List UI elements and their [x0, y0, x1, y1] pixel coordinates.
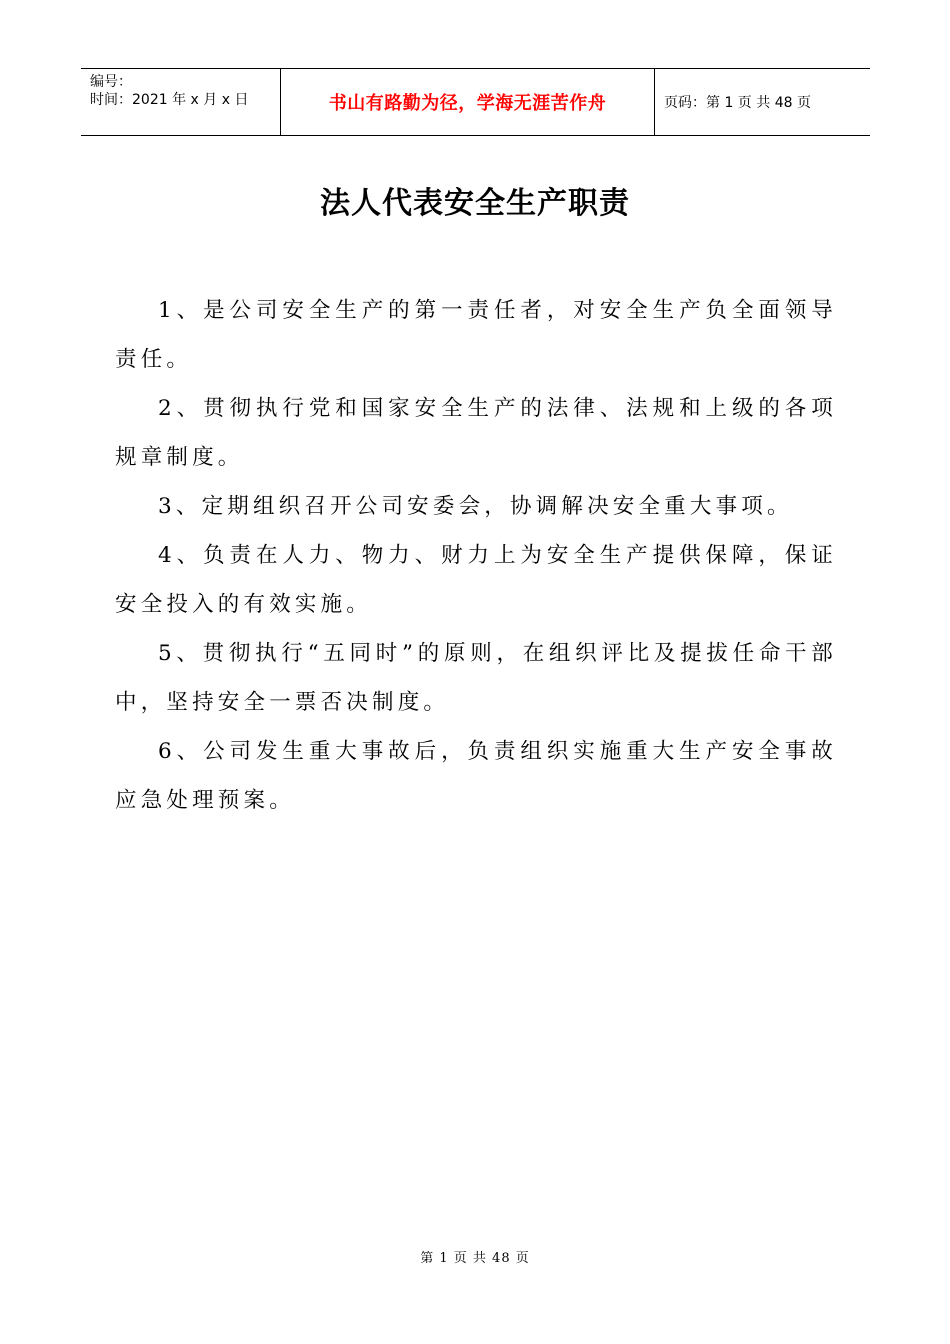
time-label: 时间：2021 年 x 月 x 日	[90, 92, 249, 108]
header-page-info: 页码：第 1 页 共 48 页	[664, 95, 811, 111]
header-motto: 书山有路勤为径，学海无涯苦作舟	[281, 69, 655, 135]
number-label: 编号：	[90, 74, 132, 90]
document-body	[115, 286, 837, 825]
paragraph-5: 5、贯彻执行“五同时”的原则，在组织评比及提拔任命干部中，坚持安全一票否决制度。	[115, 641, 837, 715]
header-meta	[81, 69, 281, 135]
header-table	[81, 68, 870, 136]
paragraph-3: 3、定期组织召开公司安委会，协调解决安全重大事项。	[158, 494, 793, 519]
page-footer: 第 1 页 共 48 页	[420, 1251, 530, 1266]
paragraph-6: 6、公司发生重大事故后，负责组织实施重大生产安全事故应急处理预案。	[115, 739, 837, 813]
paragraph-1: 1、是公司安全生产的第一责任者，对安全生产负全面领导责任。	[115, 298, 837, 372]
document-title: 法人代表安全生产职责	[320, 186, 630, 221]
paragraph-2: 2、贯彻执行党和国家安全生产的法律、法规和上级的各项规章制度。	[115, 396, 837, 470]
paragraph-4: 4、负责在人力、物力、财力上为安全生产提供保障，保证安全投入的有效实施。	[115, 543, 837, 617]
